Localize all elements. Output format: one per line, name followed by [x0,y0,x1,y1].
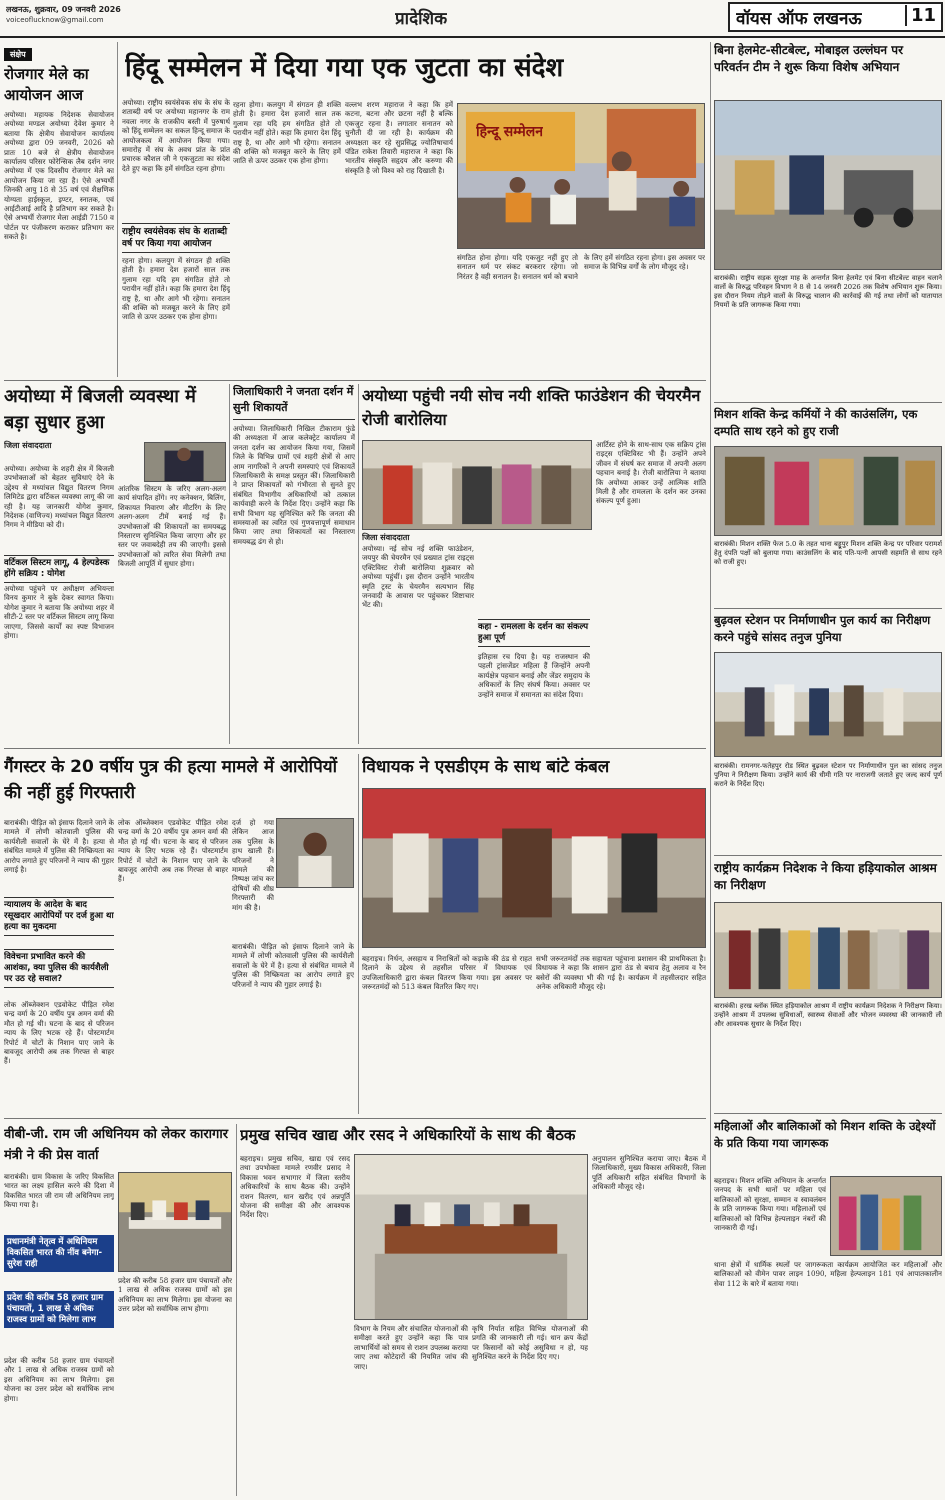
women-photo [830,1176,942,1256]
helmet-body: बाराबंकी। राष्ट्रीय सड़क सुरक्षा माह के अन्तर्गत बिना हेलमेट एवं बिना सीटबेल्ट वाहन चलाने वालों के विरुद्ध परिवहन विभाग ने 8 से 14 जनवरी 2026 तक विशेष अभियान शुरू किया। इस दौरान नियम तोड़ने वालों के विरुद्ध चालान की कार्रवाई की गई तथा लोगों को यातायात नियमों के प्रति जागरूक किया गया। [714,274,942,309]
roji-col3: आर्टिस्ट होने के साथ-साथ एक सक्रिय ट्रांस राइट्स एक्टिविस्ट भी हैं। उन्होंने अपने जीवन में संघर्ष कर समाज में अपनी अलग पहचान बनाई है। रोजी बारोलिया ने बताया कि अयोध्या आकर उन्हें आत्मिक शांति मिली है और रामलला के दर्शन कर उनका संकल्प पूर्ण हुआ। [596,440,706,506]
vbg-story [4,1124,232,1496]
ashram-body: बाराबंकी। हरख ब्लॉक स्थित हड़ियाकोल आश्रम में राष्ट्रीय कार्यक्रम निदेशक ने निरीक्षण किया। उन्होंने आश्रम में उपलब्ध सुविधाओं, स्वास्थ्य सेवाओं और भोजन व्यवस्था की जानकारी ली और आवश्यक सुधार के निर्देश दिए। [714,1002,942,1028]
hindu-col1-text: अयोध्या। राष्ट्रीय स्वयंसेवक संघ के संघ के शताब्दी वर्ष पर अयोध्या महानगर के राम नवला नगर के राजकीय बस्ती में पुरुषार्थ को हिंदू सम्मेलन का सकल हिन्दू समाज के आयोजकत्व में आयोजन किया गया। समारोह में संघ के अवध प्रांत के प्रांत प्रचारक कौशल जी ने एकजुटता का संदेश देते हुए कहा कि हमें संगठित रहना होगा। [122,98,230,173]
power-headline: अयोध्या में बिजली व्यवस्था में बड़ा सुधार हुआ [4,386,196,433]
gangster-col1b: लोक ऑब्जेक्शन एडवोकेट पीड़ित रमेश चन्द्र वर्मा के 20 वर्षीय पुत्र अमन वर्मा की मौत हो गई थी। घटना के बाद से परिजन न्याय के लिए भटक रहे हैं। पोस्टमार्टम रिपोर्ट में चोटों के निशान पाए जाने के बावजूद आरोपी अब तक गिरफ्त से बाहर हैं। [4,1000,114,1066]
darshan-body: अयोध्या। जिलाधिकारी निखिल टीकाराम फुंडे की अध्यक्षता में आज कलेक्ट्रेट कार्यालय में जनता दर्शन का आयोजन किया गया, जिसमें जिले के विभिन्न ग्रामों एवं शहरी क्षेत्रों से आए आम नागरिकों ने अपनी समस्याएं एवं शिकायतें जिलाधिकारी के समक्ष प्रस्तुत कीं। जिलाधिकारी ने प्राप्त शिकायतों को गंभीरता से सुनते हुए संबंधित विभागीय अधिकारियों को तत्काल कार्यवाही करने के निर्देश दिए। उन्होंने कहा कि सभी विभाग यह सुनिश्चित करें कि जनता की समस्याओं का त्वरित एवं गुणवत्तापूर्ण समाधान किया जाए तथा शिकायतों का निस्तारण समयबद्ध ढंग से हो। [233,424,355,546]
roji-headline: अयोध्या पहुंची नयी सोच नयी शक्ति फाउंडेशन की चेयरमैन रोजी बारोलिया [362,386,701,429]
power-col2: आंतरिक सिस्टम के जरिए अलग-अलग कार्य संपादित होंगे। नए कनेक्शन, बिलिंग, शिकायत निवारण और मीटरिंग के लिए अलग-अलग टीमें बनाई गई हैं। उपभोक्ताओं की शिकायतों का समयबद्ध निस्तारण सुनिश्चित किया जाएगा और हर स्तर पर जवाबदेही तय की जाएगी। इससे उपभोक्ताओं को त्वरित सेवा मिलेगी तथा बिजली आपूर्ति में सुधार होगा। [118,484,226,569]
brand-name: वॉयस ऑफ लखनऊ [736,9,862,29]
brief-body: अयोध्या। महायक निदेशक सेवायोजन अयोध्या मण्डल अयोध्या देवेश कुमार ने बताया कि क्षेत्रीय सेवायोजन कार्यालय अयोध्या द्वारा 09 जनवरी, 2026 को प्रातः 10 बजे से क्षेत्रीय सेवायोजन कार्यालय परिसर फोरेन्सिक लैब दर्शन नगर अयोध्या में एक दिवसीय रोजगार मेले का आयोजन किया जा रहा है। ऐसे अभ्यर्थी जिनकी आयु 18 से 35 वर्ष एवं शैक्षणिक योग्यता हाईस्कूल, इण्टर, स्नातक, एवं आईटीआई आदि है प्रतिभाग कर सकते है। ऐसे अभ्यर्थी रोजगार मेला आईडी 7150 व पोर्टल पर पंजीकरण कराकर प्रतिभाग कर सकते है। [4,110,114,242]
hindu-sammelan-photo [457,103,705,249]
gangster-subhead2: विवेचना प्रभावित करने की आशंका, क्या पुलिस की कार्यशैली पर उठ रहे सवाल? [4,949,114,988]
khadya-col2: विभाग के नियम और संचालित योजनाओं की समीक्षा करते हुए उन्होंने कहा कि पात्र लाभार्थियों को समय से राशन उपलब्ध कराया जाए तथा कोटेदारों की नियमित जांच की जाए। [354,1324,468,1371]
women-col2: थाना क्षेत्रों में धार्मिक स्थलों पर जागरूकता कार्यक्रम आयोजित कर महिलाओं और बालिकाओं को वीमेन पावर लाइन 1090, महिला हेल्पलाइन 181 एवं आपातकालीन सेवा 112 के बारे में बताया गया। [714,1260,942,1288]
power-col1b: अयोध्या पहुंचने पर अधीक्षण अभियन्ता विनय कुमार ने बुके देकर स्वागत किया। योगेश कुमार ने बताया कि अयोध्या शहर में सीटी-2 स्तर पर वर्टिकल सिस्टम लागू किया जाएगा, जिससे कार्यों का स्पष्ट विभाजन होगा। [4,584,114,641]
roji-col1: अयोध्या। नई सोच नई शक्ति फाउंडेशन, जयपुर की चेयरमैन एवं प्रख्यात ट्रांस राइट्स एक्टिविस्ट रोजी बारोलिया शुक्रवार को अयोध्या पहुंचीं। इस दौरान उन्होंने भारतीय स्मृति ट्रस्ट के चेयरमैन सत्यभान सिंह जनवादी के आवास पर पहुंचकर शिष्टाचार भेंट की। [362,544,474,610]
roji-byline: जिला संवाददाता [362,533,410,542]
gangster-col2: लोक ऑब्जेक्शन एडवोकेट पीड़ित रमेश चन्द्र वर्मा के 20 वर्षीय पुत्र अमन वर्मा की मौत हो गई थी। घटना के बाद से परिजन न्याय के लिए भटक रहे हैं। पोस्टमार्टम रिपोर्ट में चोटों के निशान पाए जाने के बावजूद आरोपी अब तक गिरफ्त से बाहर हैं। [118,818,228,884]
bridge-body: बाराबंकी। रामनगर-फतेहपुर रोड स्थित बुढ़वल स्टेशन पर निर्माणाधीन पुल का सांसद तनुज पुनिया ने निरीक्षण किया। उन्होंने कार्य की धीमी गति पर नाराजगी जताते हुए जल्द कार्य पूर्ण कराने के निर्देश दिए। [714,762,942,788]
photo-banner-text: हिन्दू सम्मेलन [476,124,543,140]
women-headline: महिलाओं और बालिकाओं को मिशन शक्ति के उद्देश्यों के प्रति किया गया जागरूक [714,1119,936,1150]
hindu-subhead: राष्ट्रीय स्वयंसेवक संघ के शताब्दी वर्ष पर किया गया आयोजन [122,223,230,253]
page-number: 11 [905,5,936,26]
vbg-sub2: प्रदेश की करीब 58 हजार ग्राम पंचायतों, 1 लाख से अधिक राजस्व ग्रामों को मिलेगा लाभ [4,1291,114,1328]
power-photo [144,442,226,482]
gangster-col1: बाराबंकी। पीड़ित को इंसाफ दिलाने जाने के मामले में लोणी कोतवाली पुलिस की कार्यशैली सवालों के घेरे में है। हत्या से संबंधित मामले में पुलिस की निष्क्रियता का आरोप लगाते हुए परिजनों ने न्याय की गुहार लगाई है। [4,818,114,875]
khadya-headline: प्रमुख सचिव खाद्य और रसद ने अधिकारियों के साथ की बैठक [240,1126,576,1144]
women-col1: बहराइच। मिशन शक्ति अभियान के अन्तर्गत जनपद के सभी थानों पर महिला एवं बालिकाओं को सुरक्षा, सम्मान व स्वावलंबन के प्रति जागरूक किया गया। महिलाओं एवं बालिकाओं को विभिन्न हेल्पलाइन नंबरों की जानकारी दी गई। [714,1176,826,1233]
ashram-photo [714,902,942,998]
kambal-col1: बहराइच। निर्धन, असहाय व निराश्रितों को कड़ाके की ठंड से राहत दिलाने के उद्देश्य से तहसील परिसर में विधायक एवं उपजिलाधिकारी द्वारा कंबल वितरण किया गया। इस अवसर पर जरूरतमंदों को 513 कंबल वितरित किए गए। [362,954,532,992]
khadya-col4: अनुपालन सुनिश्चित कराया जाए। बैठक में जिलाधिकारी, मुख्य विकास अधिकारी, जिला पूर्ति अधिकारी सहित संबंधित विभागों के अधिकारी मौजूद रहे। [592,1154,706,1192]
gangster-subhead1: न्यायालय के आदेश के बाद रसूखदार आरोपियों पर दर्ज हुआ था हत्या का मुकदमा [4,897,114,936]
helmet-story [714,42,942,402]
hindu-col4: संगठित होना होगा। यदि एकजुट नहीं हुए तो सनातन धर्म पर संकट बरकरार रहेगा। जो निरंतर है वही सनातन है। सनातन धर्म को बचाने के लिए हमें संगठित रहना होगा। इस अवसर पर समाज के विभिन्न वर्गों के लोग मौजूद रहे। [457,253,705,281]
mission-body: बाराबंकी। मिशन शक्ति फेज 5.0 के तहत थाना बड्डूपुर मिशन शक्ति केन्द्र पर परिवार परामर्श हेतु दंपति पक्षों को बुलाया गया। काउंसलिंग के बाद पति-पत्नी आपसी सहमति से साथ रहने को राजी हुए। [714,540,942,566]
section-title: प्रादेशिक [395,9,448,29]
mission-photo [714,446,942,536]
roji-photo [362,440,592,530]
power-story [4,384,226,744]
ashram-headline: राष्ट्रीय कार्यक्रम निदेशक ने किया हड़ियाकोल आश्रम का निरीक्षण [714,861,937,892]
vbg-col1b: प्रदेश की करीब 58 हजार ग्राम पंचायतों और 1 लाख से अधिक राजस्व ग्रामों को इस अधिनियम का लाभ मिलेगा। इस योजना का उत्तर प्रदेश को सर्वाधिक लाभ होगा। [4,1356,114,1403]
khadya-col1: बहराइच। प्रमुख सचिव, खाद्य एवं रसद तथा उपभोक्ता मामले रणवीर प्रसाद ने विकास भवन सभागार में जिला स्तरीय अधिकारियों के साथ बैठक की। उन्होंने राशन वितरण, धान खरीद एवं अन्नपूर्ति योजना की समीक्षा की और आवश्यक निर्देश दिए। [240,1154,350,1220]
vbg-photo [118,1172,232,1272]
gangster-photo [276,818,354,888]
gangster-col3b: बाराबंकी। पीड़ित को इंसाफ दिलाने जाने के मामले में लोणी कोतवाली पुलिस की कार्यशैली सवालों के घेरे में है। हत्या से संबंधित मामले में पुलिस की निष्क्रियता का आरोप लगाते हुए परिजनों ने न्याय की गुहार लगाई है। [232,942,354,989]
brief-label: संक्षेप [4,48,32,61]
hindu-col1-more: रहना होगा। कलयुग में संगठन ही शक्ति होती है। हमारा देश हजारों साल तक गुलाम रहा यदि हम संगठित होते तो परायीन नहीं होते। कहा कि हमारा देश हिंदू राष्ट्र है, था और आगे भी रहेगा। सनातन की शक्ति को मजबूत करने के लिए हमें जाति से ऊपर उठकर एक होना होगा। [122,256,230,322]
date-line: लखनऊ, शुक्रवार, 09 जनवरी 2026 [6,5,121,14]
roji-story [362,384,706,744]
helmet-headline: बिना हेलमेट-सीटबेल्ट, मोबाइल उल्लंघन पर परिवर्तन टीम ने शुरू किया विशेष अभियान [714,43,903,74]
brand-box [728,2,943,32]
gangster-headline: गैंगस्टर के 20 वर्षीय पुत्र की हत्या मामले में आरोपियों की नहीं हुई गिरफ्तारी [4,757,337,803]
masthead [0,0,945,38]
brief-column [4,42,114,374]
hindu-col3: वल्लभ शरण महाराज ने कहा कि हमें कटना, बटना और छटना नहीं है बल्कि एकजुट रहना है। लगातार सनातन को चुनौती दी जा रही है। कार्यक्रम की अध्यक्षता कर रहे सुप्रसिद्ध ज्योतिषाचार्य पंडित राकेश तिवारी महाराज ने कहा कि भारतीय संस्कृति सहृदय और करुणा की संस्कृति है जो विश्व को राह दिखाती है। [345,100,453,175]
roji-subhead: कहा - रामलला के दर्शन का संकल्प हुआ पूर्ण [478,619,590,647]
darshan-story [233,384,355,744]
khadya-col3: कृषि निर्यात सहित विभिन्न योजनाओं की प्रगति की जानकारी ली गई। धान क्रय केंद्रों पर किसानों को कोई असुविधा न हो, यह सुनिश्चित करने के निर्देश दिए गए। [472,1324,588,1362]
vbg-headline: वीबी-जी. राम जी अधिनियम को लेकर कारागार मंत्री ने की प्रेस वार्ता [4,1127,229,1163]
kambal-col2: सभी जरूरतमंदों तक सहायता पहुंचाना प्रशासन की प्राथमिकता है। विधायक ने कहा कि शासन द्वारा ठंड से बचाव हेतु अलाव व रैन बसेरों की व्यवस्था भी की गई है। कार्यक्रम में तहसीलदार सहित अनेक अधिकारी मौजूद रहे। [536,954,706,992]
women-story [714,1118,942,1496]
vbg-col2: प्रदेश की करीब 58 हजार ग्राम पंचायतों और 1 लाख से अधिक राजस्व ग्रामों को इस अधिनियम का लाभ मिलेगा। इस योजना का उत्तर प्रदेश को सर्वाधिक लाभ होगा। [118,1276,232,1314]
vbg-sub1: प्रधानमंत्री नेतृत्व में अधिनियम विकसित भारत की नींव बनेगा-सुरेश राही [4,1235,114,1272]
roji-col2: इतिहास रच दिया है। यह राजस्थान की पहली ट्रांसजेंडर महिला हैं जिन्होंने अपनी कार्यक्षेत्र पहचान बनाई और जेंडर समुदाय के अधिकारों के लिए संघर्ष किया। अवसर पर उन्होंने समाज में समानता का संदेश दिया। [478,652,590,699]
hindu-col1 [122,98,230,378]
brief-headline: रोजगार मेले का आयोजन आज [4,65,89,104]
helmet-photo [714,100,942,270]
kambal-headline: विधायक ने एसडीएम के साथ बांटे कंबल [362,757,610,777]
kambal-photo [362,788,706,948]
gangster-col3: दर्ज हो गया लेकिन आज तक पुलिस के हाथ खाली हैं। परिजनों ने मामले की निष्पक्ष जांच कर दोषियों की शीघ्र गिरफ्तारी की मांग की है। [232,818,274,912]
mission-headline: मिशन शक्ति केन्द्र कर्मियों ने की काउंसलिंग, एक दम्पति साथ रहने को हुए राजी [714,407,918,438]
khadya-photo [354,1154,588,1320]
power-col1: अयोध्या। अयोध्या के शहरी क्षेत्र में बिजली उपभोक्ताओं को बेहतर सुविधाएं देने के उद्देश्य से मध्यांचल विद्युत वितरण निगम लिमिटेड द्वारा वर्टिकल व्यवस्था लागू की जा रही है। यह जानकारी योगेश कुमार, निदेशक (वाणिज्य) मध्यांचल विद्युत वितरण निगम ने मीडिया को दी। [4,464,114,530]
bridge-headline: बुढ़वल स्टेशन पर निर्माणाधीन पुल कार्य का निरीक्षण करने पहुंचे सांसद तनुज पुनिया [714,613,931,644]
masthead-rule [0,36,945,38]
kambal-story [362,754,706,1114]
bridge-photo [714,652,942,757]
khadya-story [240,1124,706,1496]
hindu-col2: रहना होगा। कलयुग में संगठन ही शक्ति होती है। हमारा देश हजारों साल तक गुलाम रहा यदि हम संगठित होते तो परायीन नहीं होते। कहा कि हमारा देश हिंदू राष्ट्र है, था और आगे भी रहेगा। सनातन की शक्ति को मजबूत करने के लिए हमें जाति से ऊपर उठकर एक होना होगा। [233,100,341,166]
email: voiceoflucknow@gmail.com [6,16,104,24]
vbg-body: बाराबंकी। ग्राम विकास के जरिए विकसित भारत का लक्ष्य हासिल करने की दिशा में विकसित भारत जी राम जी अधिनियम लागू किया गया है। [4,1172,114,1210]
power-subhead: वर्टिकल सिस्टम लागू, 4 हेल्पडेस्क होंगे सक्रिय : योगेश [4,555,114,583]
hindu-headline: हिंदू सम्मेलन में दिया गया एक जुटता का संदेश [125,53,564,83]
darshan-headline: जिलाधिकारी ने जनता दर्शन में सुनी शिकायतें [233,384,355,420]
gangster-story [4,754,354,1114]
ashram-story [714,860,942,1110]
power-byline: जिला संवाददाता [4,441,52,450]
bridge-story [714,612,942,852]
mission-story [714,406,942,606]
